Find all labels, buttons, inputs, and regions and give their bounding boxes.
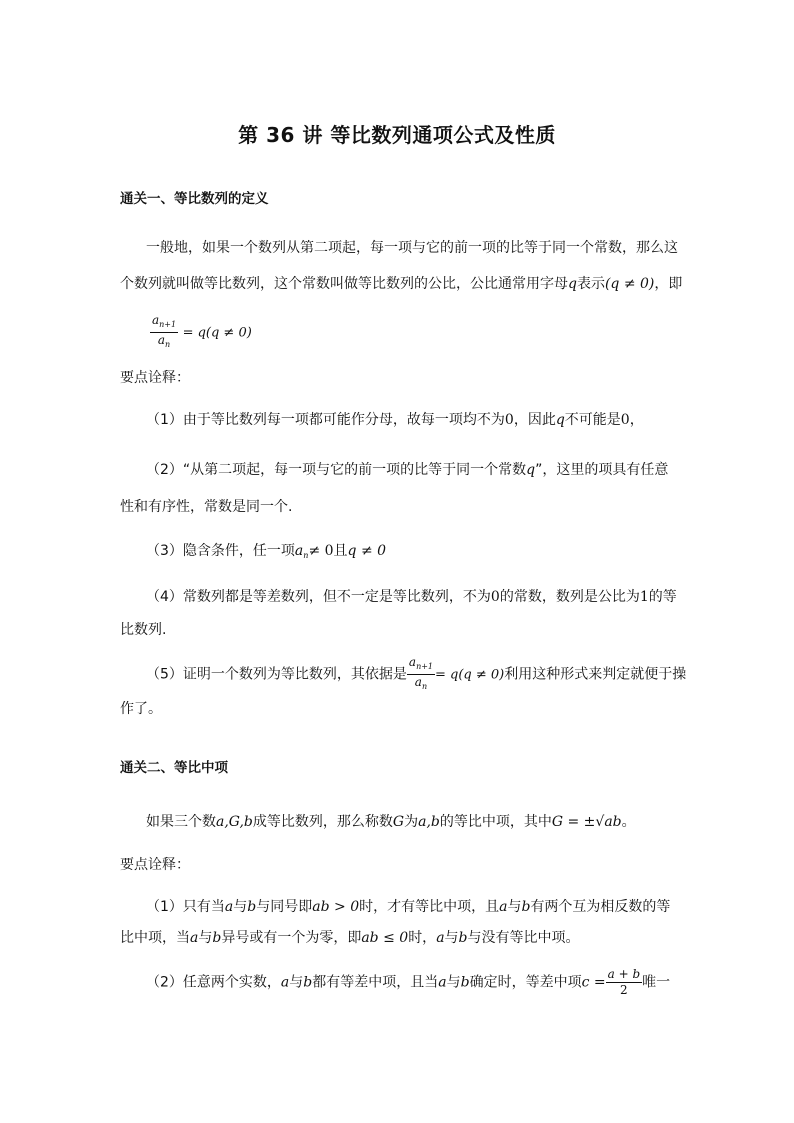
ratio-fraction: $\frac{a_{n+1}}{a_n}$	[152, 313, 177, 349]
page-title: 第 36 讲 等比数列通项公式及性质	[238, 123, 556, 147]
note-2-line-1: （2）“从第二项起，每一项与它的前一项的比等于同一个常数q”，这里的项具有任意	[146, 462, 669, 478]
definition-line-2: 个数列就叫做等比数列，这个常数叫做等比数列的公比，公比通常用字母q表示(q ≠ 0)，即	[120, 276, 683, 292]
note-4-line-1: （4）常数列都是等差数列，但不一定是等比数列，不为0的常数，数列是公比为1的等	[146, 589, 677, 605]
ratio-formula: $\frac{a_{n+1}}{a_n}$ = q(q ≠ 0)	[152, 313, 252, 349]
note-5-line-2: 作了。	[120, 701, 162, 717]
geometric-mean-definition: 如果三个数a,G,b成等比数列，那么称数G为a,b的等比中项，其中G = ±√ab。	[146, 814, 636, 830]
note-1: （1）由于等比数列每一项都可能作分母，故每一项均不为0，因此q不可能是0，	[146, 412, 644, 428]
mean-note-1-line-2: 比中项，当a与b异号或有一个为零，即ab ≤ 0时，a与b与没有等比中项。	[120, 930, 580, 946]
note-5-fraction: $\frac{a_{n+1}}{a_n}$	[408, 655, 434, 691]
note-2-line-2: 性和有序性，常数是同一个.	[120, 499, 293, 515]
definition-line-1: 一般地，如果一个数列从第二项起，每一项与它的前一项的比等于同一个常数，那么这	[146, 240, 678, 256]
notes-label-2: 要点诠释：	[120, 857, 190, 873]
mean-note-2: （2）任意两个实数，a与b都有等差中项，且当a与b确定时，等差中项c = $\frac{a + b}{2}$ 唯一	[146, 967, 671, 997]
note-5-line-1: （5）证明一个数列为等比数列，其依据是 $\frac{a_{n+1}}{a_n}$ = q(q ≠ 0)利用这种形式来判定就便于操	[146, 655, 687, 691]
note-4-line-2: 比数列.	[120, 622, 167, 638]
section-heading-definition: 通关一、等比数列的定义	[120, 191, 269, 207]
arith-mean-fraction: $\frac{a + b}{2}$	[607, 967, 641, 997]
mean-note-1-line-1: （1）只有当a与b与同号即ab > 0时，才有等比中项，且a与b有两个互为相反数的等	[146, 899, 671, 915]
section-heading-geometric-mean: 通关二、等比中项	[120, 760, 228, 776]
note-3: （3）隐含条件，任一项$a_n\ne 0$且q ≠ 0	[146, 543, 387, 560]
notes-label-1: 要点诠释：	[120, 370, 190, 386]
